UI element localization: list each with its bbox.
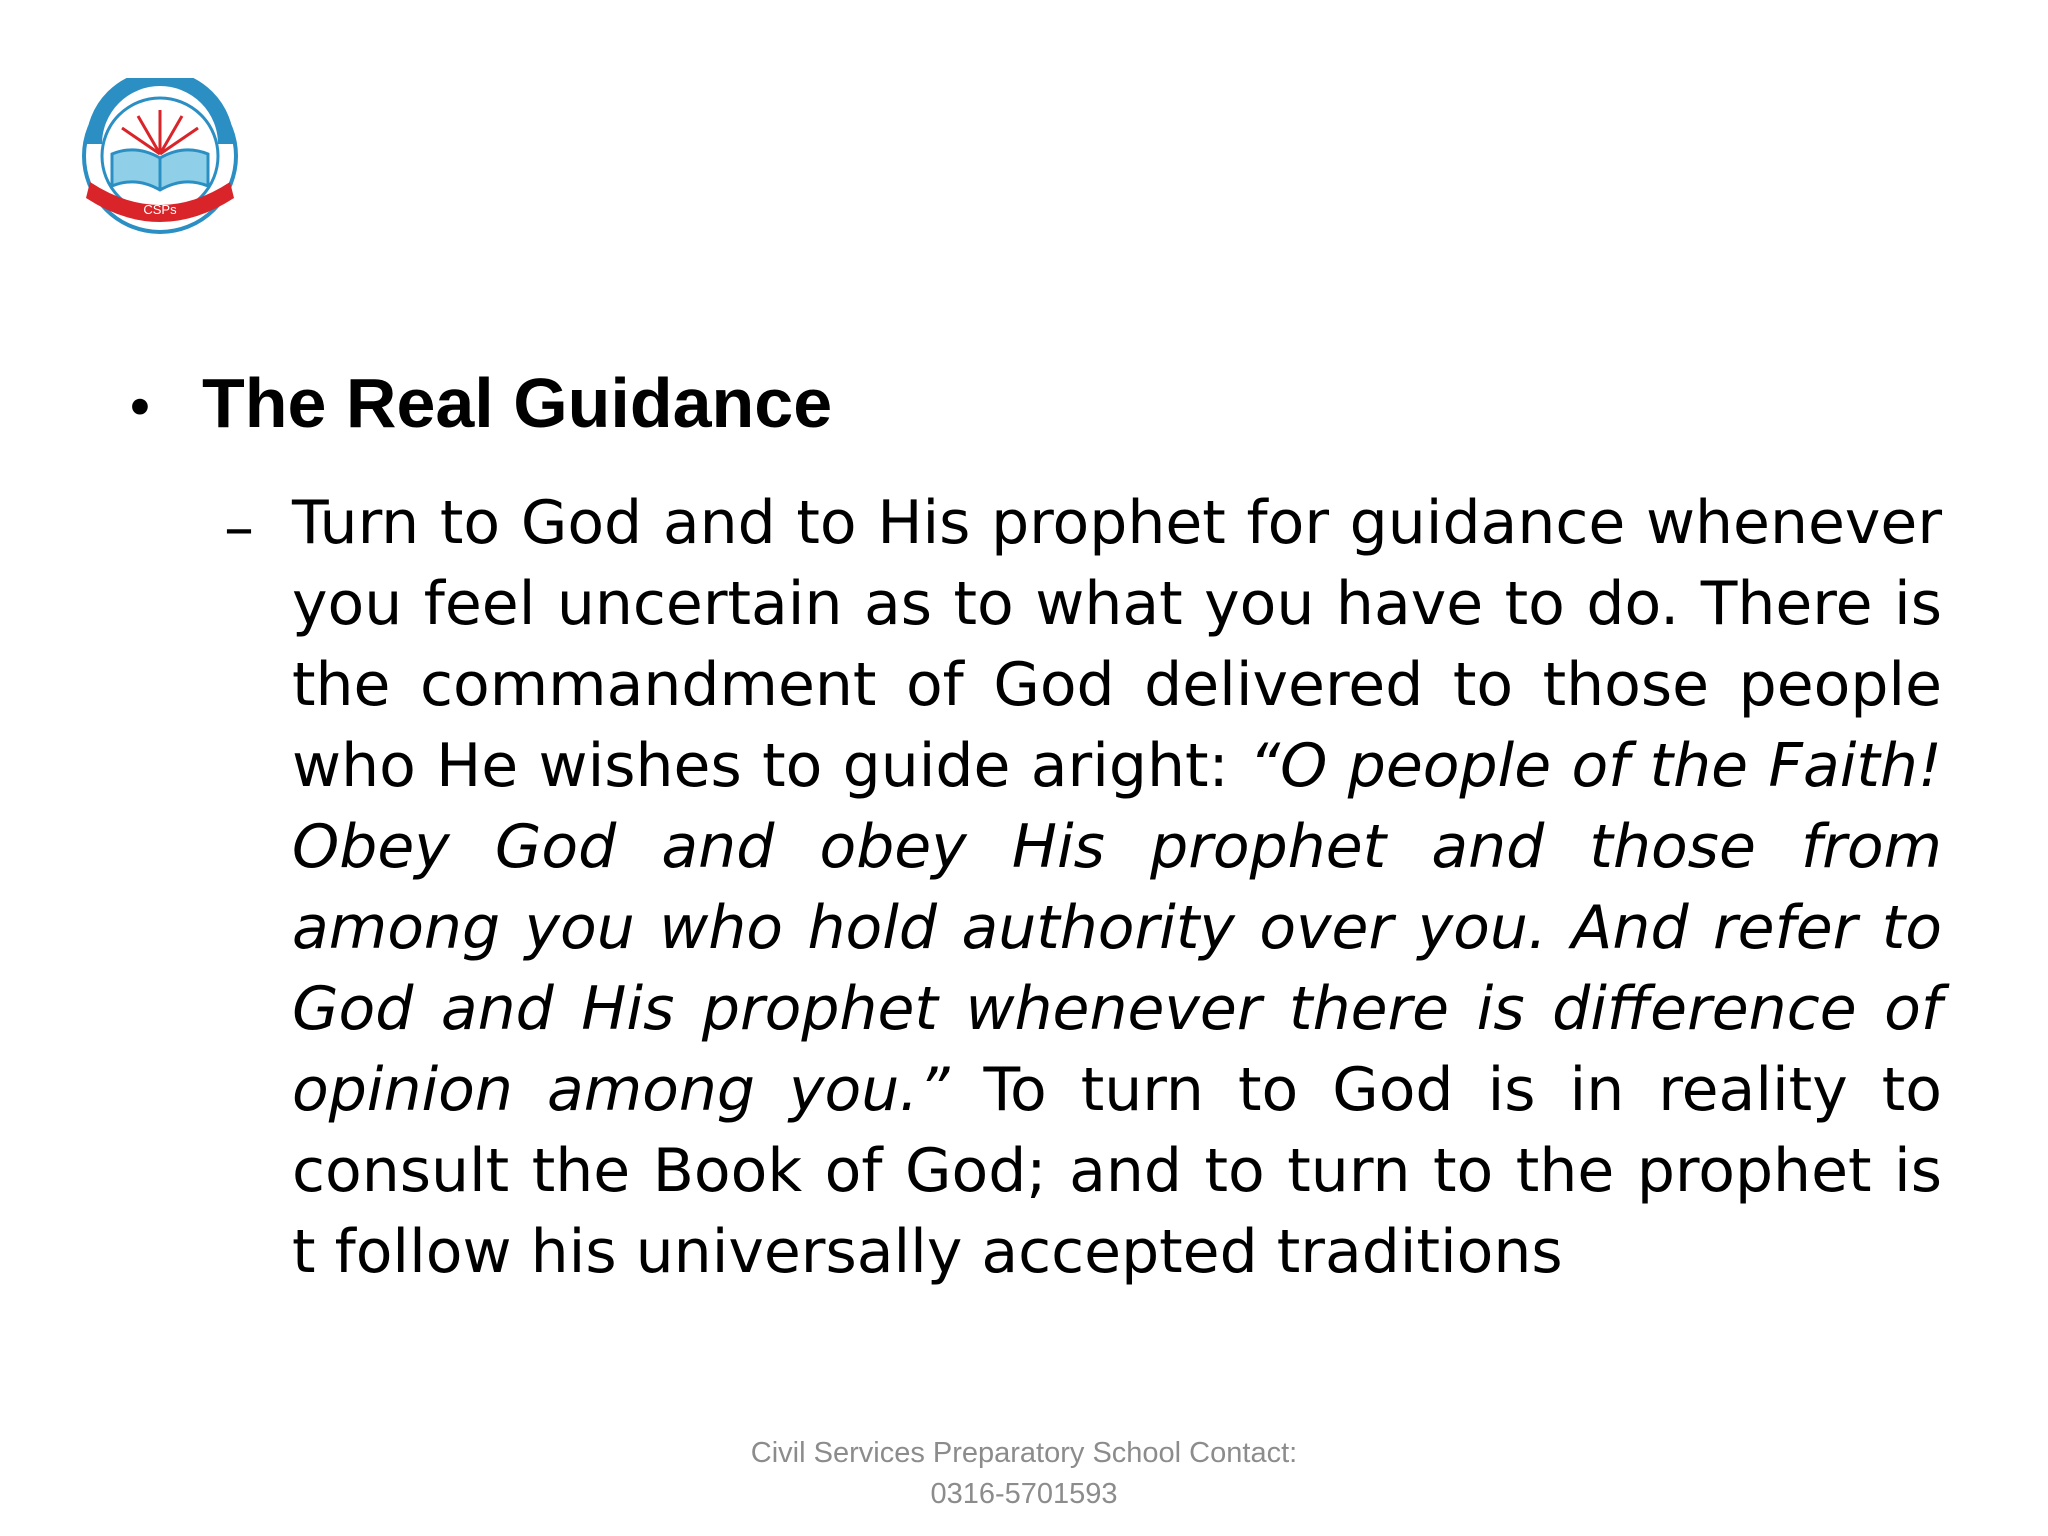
bullet-heading-row	[124, 364, 833, 442]
school-logo	[72, 78, 248, 242]
logo-emblem-icon	[72, 78, 248, 242]
quran-quote: “O people of the Faith! Obey God and obey His prophet and those from among you who hold authority over you. And refer to God and His prophet whenever there is difference of opinion among you.”	[292, 731, 1942, 1125]
sub-bullet-dash-icon: –	[224, 493, 254, 563]
body-intro-text: Turn to God and to His prophet for guidance whenever you feel uncertain as to what you have to do. There is the commandment of God delivered to those people who He wishes to guide aright:	[292, 488, 1942, 801]
body-outro-text: To turn to God is in reality to consult the Book of God; and to turn to the prophet is t follow his universally accepted traditions	[292, 1055, 1942, 1287]
slide-heading: The Real Guidance	[202, 364, 833, 442]
body-paragraph	[292, 483, 1942, 1293]
svg-text:CSPs: CSPs	[143, 202, 177, 217]
bullet-dot-icon: •	[124, 377, 156, 440]
footer-school-line: Civil Services Preparatory School Contact:	[750, 1437, 1298, 1469]
footer-phone-line: 0316-5701593	[930, 1478, 1118, 1510]
slide-footer	[0, 1433, 2048, 1515]
